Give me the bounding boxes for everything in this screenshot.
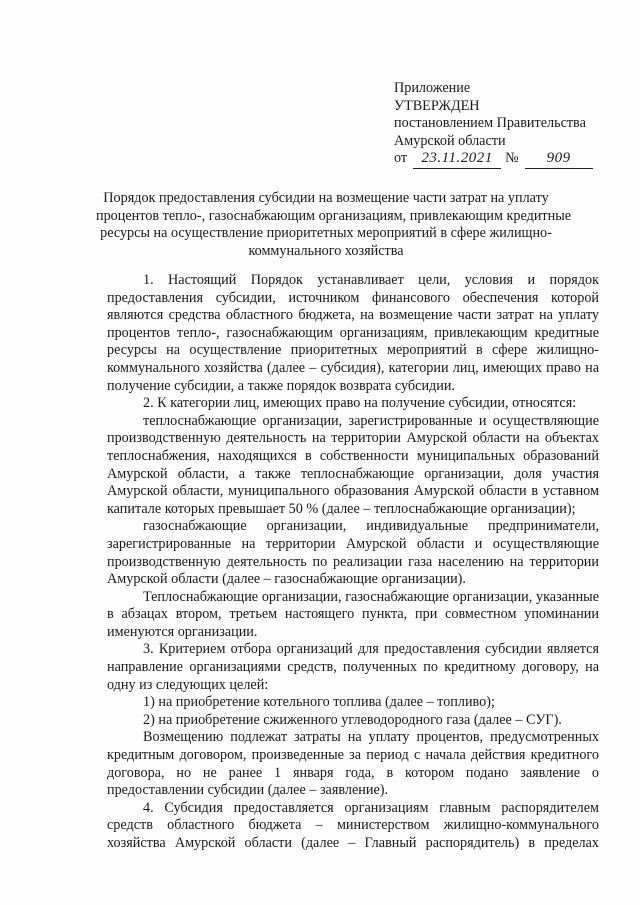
approved-label: УТВЕРЖДЕН xyxy=(394,97,480,114)
paragraph-8: 2) на приобретение сжиженного углеводородного газа (далее – СУГ). xyxy=(143,711,562,728)
handwritten-number: 909 xyxy=(525,150,593,169)
paragraph-1: 1. Настоящий Порядок устанавливает цели, условия и порядок предоставления субсидии, источником финансового обеспечения которой являются средства областного бюджета, на возмещение части затрат на уплату процентов тепло-, газоснабжающим организациям, привлекающим кредитные ресурсы на осуществление приоритетных мероприятий в сфере жилищно-коммунального хозяйства (далее – субсидия), категории лиц, имеющих право на получение субсидии, а также порядок возврата субсидии. xyxy=(107,272,599,394)
approved-by-label: постановлением Правительства xyxy=(394,115,586,131)
paragraph-9: Возмещению подлежат затраты на уплату процентов, предусмотренных кредитным договором, произведенные за период с начала действия кредитного договора, но не ранее 1 января года, в котором подано заявление о предоставлении субсидии (далее – заявление). xyxy=(107,729,599,799)
paragraph-3: теплоснабжающие организации, зарегистрированные и осуществляющие производственную деятельность на территории Амурской области на объектах теплоснабжения, находящихся в собственности муниципальных образований Амурской области, а также теплоснабжающие организации, доля участия Амурской области, муниципального образования Амурской области в уставном капитале которых превышает 50 % (далее – теплоснабжающие организации); xyxy=(107,412,599,517)
title-line-2: процентов тепло-, газоснабжающим организациям, привлекающим кредитные xyxy=(96,207,572,224)
paragraph-5: Теплоснабжающие организации, газоснабжающие организации, указанные в абзацах втором, третьем настоящего пункта, при совместном упоминании именуются организации. xyxy=(107,588,599,640)
document-body xyxy=(107,272,599,853)
title-line-1: Порядок предоставления субсидии на возмещение части затрат на уплату xyxy=(103,190,549,206)
approval-block xyxy=(394,80,624,169)
paragraph-10: 4. Субсидия предоставляется организациям главным распорядителем средств областного бюджета – министерством жилищно-коммунального хозяйства Амурской области (далее – Главный распорядитель) в пределах xyxy=(107,799,599,851)
region-label: Амурской области xyxy=(394,132,506,149)
from-label: от xyxy=(394,150,408,166)
document-title xyxy=(96,190,572,260)
appendix-label: Приложение xyxy=(394,80,471,96)
paragraph-4: газоснабжающие организации, индивидуальные предприниматели, зарегистрированные на территории Амурской области и осуществляющие производственную деятельность по реализации газа населению на территории Амурской области (далее – газоснабжающие организации). xyxy=(107,518,599,588)
paragraph-2: 2. К категории лиц, имеющих право на получение субсидии, относятся: xyxy=(143,395,577,412)
title-line-3: ресурсы на осуществление приоритетных мероприятий в сфере жилищно- xyxy=(100,225,552,241)
title-line-4: коммунального хозяйства xyxy=(248,242,404,259)
paragraph-7: 1) на приобретение котельного топлива (далее – топливо); xyxy=(143,694,495,711)
paragraph-6: 3. Критерием отбора организаций для предоставления субсидии является направление организациями средств, полученных по кредитному договору, на одну из следующих целей: xyxy=(107,641,599,693)
date-number-line xyxy=(394,150,624,169)
number-label: № xyxy=(505,150,519,166)
handwritten-date: 23.11.2021 xyxy=(413,150,501,169)
